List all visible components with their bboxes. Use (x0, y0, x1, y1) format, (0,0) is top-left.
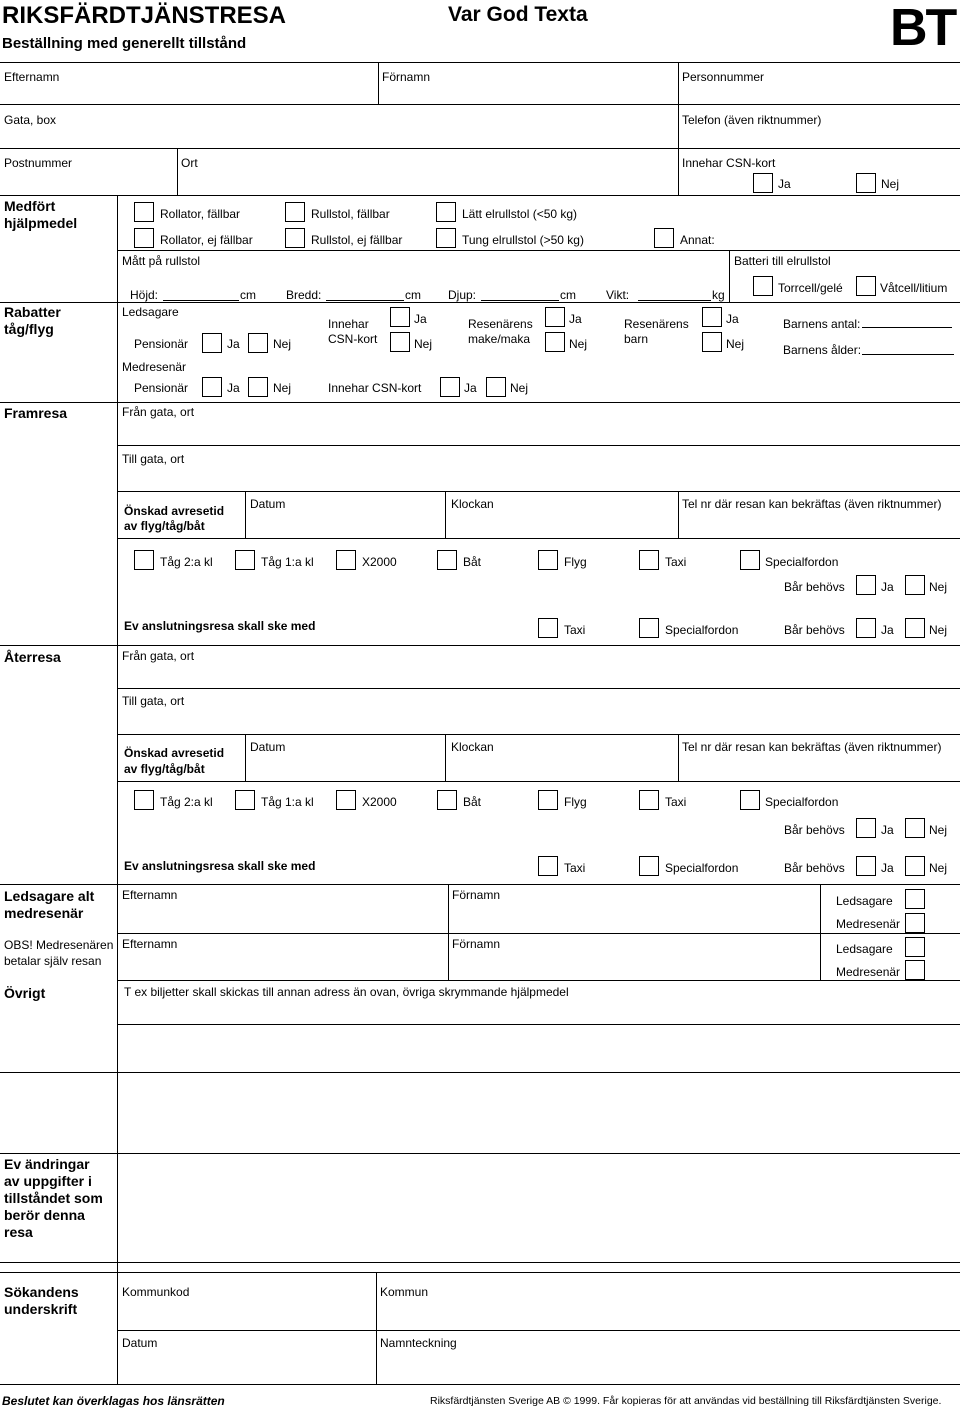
aterresa-telnr-label: Tel nr där resan kan bekräftas (även riktnummer) (682, 740, 942, 754)
section-signatur: Sökandens underskrift (4, 1284, 79, 1317)
framresa-specialfordon-checkbox[interactable] (740, 550, 760, 570)
ledsagare-csn-nej-checkbox[interactable] (390, 332, 410, 352)
aterresa-onskad-label-2: av flyg/tåg/båt (124, 762, 205, 776)
framresa-ansl-bar-ja-label: Ja (881, 623, 894, 637)
framresa-flyg-label: Flyg (564, 555, 587, 569)
framresa-fran-label: Från gata, ort (122, 405, 195, 419)
medresenar-label: Medresenär (122, 360, 187, 374)
rullstol-fallbar-checkbox[interactable] (285, 202, 305, 222)
vatcell-checkbox[interactable] (856, 276, 876, 296)
form-title: RIKSFÄRDTJÄNSTRESA (2, 2, 287, 29)
torrcell-label: Torrcell/gelé (778, 281, 843, 295)
framresa-ansl-bar-label: Bår behövs (784, 623, 845, 637)
ledsagare-csn-ja-checkbox[interactable] (390, 307, 410, 327)
ledsagare1-ledsagare-checkbox[interactable] (905, 889, 925, 909)
print-instruction: Var God Texta (448, 3, 588, 26)
obs-note: OBS! Medresenären betalar själv resan (4, 938, 114, 968)
ledsagare-csn-nej-label: Nej (414, 337, 433, 351)
framresa-bar-nej-checkbox[interactable] (905, 575, 925, 595)
kommunkod-label: Kommunkod (122, 1285, 190, 1299)
aterresa-anslutning-label: Ev anslutningsresa skall ske med (124, 859, 316, 873)
bt-logo: BT (890, 0, 956, 57)
ledsagare2-medresenar-label: Medresenär (836, 965, 901, 979)
ledsagare-csn-ja-label: Ja (414, 312, 427, 326)
aterresa-ansl-taxi-label: Taxi (564, 861, 586, 875)
make-nej-label: Nej (569, 337, 588, 351)
framresa-till-label: Till gata, ort (122, 452, 185, 466)
medresenar-csn-ja-label: Ja (464, 381, 477, 395)
medresenar-pensionar-nej-checkbox[interactable] (248, 377, 268, 397)
hojd-label: Höjd: (130, 288, 159, 302)
footer-copyright: Riksfärdtjänsten Sverige AB © 1999. Får kopieras för att användas vid beställning till Riksfärdtjänsten Sverige. (430, 1395, 942, 1407)
djup-unit: cm (560, 288, 576, 302)
aterresa-onskad-label-1: Önskad avresetid (124, 746, 225, 760)
aterresa-bar-label: Bår behövs (784, 823, 845, 837)
ledsagare1-medresenar-label: Medresenär (836, 917, 901, 931)
annat-label: Annat: (680, 233, 715, 247)
hojd-unit: cm (240, 288, 256, 302)
label-gata: Gata, box (4, 113, 57, 127)
aterresa-ansl-bar-ja-checkbox[interactable] (856, 856, 876, 876)
ledsagare2-fornamn-label: Förnamn (452, 937, 501, 951)
ledsagare-pensionar-nej-checkbox[interactable] (248, 333, 268, 353)
aterresa-x2000-checkbox[interactable] (336, 790, 356, 810)
rollator-fallbar-label: Rollator, fällbar (160, 207, 241, 221)
framresa-ansl-bar-nej-label: Nej (929, 623, 948, 637)
framresa-specialfordon-label: Specialfordon (765, 555, 839, 569)
aterresa-ansl-bar-label: Bår behövs (784, 861, 845, 875)
framresa-tag1-checkbox[interactable] (235, 550, 255, 570)
label-telefon: Telefon (även riktnummer) (682, 113, 822, 127)
bredd-unit: cm (405, 288, 421, 302)
csn-nej-checkbox[interactable] (856, 173, 876, 193)
make-maka-label: make/maka (468, 332, 531, 346)
framresa-x2000-checkbox[interactable] (336, 550, 356, 570)
make-ja-checkbox[interactable] (545, 307, 565, 327)
csn-kort-label: CSN-kort (328, 332, 378, 346)
framresa-bar-label: Bår behövs (784, 580, 845, 594)
barnens-alder-label: Barnens ålder: (783, 343, 862, 357)
ledsagare2-ledsagare-label: Ledsagare (836, 942, 893, 956)
aterresa-specialfordon-checkbox[interactable] (740, 790, 760, 810)
frame-top (0, 62, 960, 63)
latt-elrullstol-label: Lätt elrullstol (<50 kg) (462, 207, 578, 221)
aterresa-tag1-label: Tåg 1:a kl (261, 795, 314, 809)
framresa-tag2-checkbox[interactable] (134, 550, 154, 570)
framresa-flyg-checkbox[interactable] (538, 550, 558, 570)
ledsagare1-ledsagare-label: Ledsagare (836, 894, 893, 908)
vatcell-label: Våtcell/litium (880, 281, 948, 295)
make-ja-label: Ja (569, 312, 582, 326)
barnens-antal-field[interactable] (862, 327, 952, 328)
framresa-anslutning-label: Ev anslutningsresa skall ske med (124, 619, 316, 633)
hojd-field[interactable] (163, 300, 239, 301)
label-personnummer: Personnummer (682, 70, 765, 84)
section-ovrigt: Övrigt (4, 985, 46, 1001)
csn-ja-checkbox[interactable] (753, 173, 773, 193)
vikt-unit: kg (712, 288, 725, 302)
aterresa-taxi-label: Taxi (665, 795, 687, 809)
barn-ja-checkbox[interactable] (702, 307, 722, 327)
medresenar-csn-nej-checkbox[interactable] (486, 377, 506, 397)
medresenar-csn-nej-label: Nej (510, 381, 529, 395)
djup-field[interactable] (481, 300, 559, 301)
aterresa-klockan-label: Klockan (451, 740, 494, 754)
medresenar-pensionar-ja-checkbox[interactable] (202, 377, 222, 397)
aterresa-datum-label: Datum (250, 740, 286, 754)
framresa-taxi-checkbox[interactable] (639, 550, 659, 570)
framresa-ansl-bar-nej-checkbox[interactable] (905, 618, 925, 638)
aterresa-bat-checkbox[interactable] (437, 790, 457, 810)
aterresa-specialfordon-label: Specialfordon (765, 795, 839, 809)
ovrigt-hint: T ex biljetter skall skickas till annan adress än ovan, övriga skrymmande hjälpmedel (124, 985, 569, 999)
aterresa-bar-nej-label: Nej (929, 823, 948, 837)
tung-elrullstol-label: Tung elrullstol (>50 kg) (462, 233, 584, 247)
aterresa-ansl-taxi-checkbox[interactable] (538, 856, 558, 876)
aterresa-fran-label: Från gata, ort (122, 649, 195, 663)
rullstol-fallbar-label: Rullstol, fällbar (311, 207, 390, 221)
medresenar-csn-label: Innehar CSN-kort (328, 381, 422, 395)
framresa-klockan-label: Klockan (451, 497, 494, 511)
aterresa-tag2-label: Tåg 2:a kl (160, 795, 213, 809)
framresa-taxi-label: Taxi (665, 555, 687, 569)
annat-checkbox[interactable] (654, 228, 674, 248)
rullstol-ej-checkbox[interactable] (285, 228, 305, 248)
framresa-bar-ja-label: Ja (881, 580, 894, 594)
vikt-field[interactable] (638, 300, 711, 301)
framresa-datum-label: Datum (250, 497, 286, 511)
aterresa-flyg-checkbox[interactable] (538, 790, 558, 810)
ledsagare1-medresenar-checkbox[interactable] (905, 913, 925, 933)
ledsagare-pensionar-label: Pensionär (134, 337, 189, 351)
framresa-tag2-label: Tåg 2:a kl (160, 555, 213, 569)
footer-appeal: Beslutet kan överklagas hos länsrätten (2, 1394, 225, 1408)
aterresa-taxi-checkbox[interactable] (639, 790, 659, 810)
framresa-ansl-taxi-checkbox[interactable] (538, 618, 558, 638)
framresa-ansl-special-label: Specialfordon (665, 623, 739, 637)
section-hjalpmedel: Medfört hjälpmedel (4, 198, 78, 231)
label-efternamn: Efternamn (4, 70, 60, 84)
aterresa-tag2-checkbox[interactable] (134, 790, 154, 810)
aterresa-x2000-label: X2000 (362, 795, 397, 809)
aterresa-bar-ja-checkbox[interactable] (856, 818, 876, 838)
section-andringar: Ev ändringar av uppgifter i tillståndet som berör denna resa (4, 1156, 103, 1240)
barn-label: barn (624, 332, 649, 346)
ledsagare-pensionar-nej-label: Nej (273, 337, 292, 351)
aterresa-till-label: Till gata, ort (122, 694, 185, 708)
barn-resenarens-label: Resenärens (624, 317, 689, 331)
label-fornamn: Förnamn (382, 70, 431, 84)
aterresa-ansl-special-checkbox[interactable] (639, 856, 659, 876)
ledsagare2-ledsagare-checkbox[interactable] (905, 937, 925, 957)
bredd-field[interactable] (326, 300, 404, 301)
framresa-bat-label: Båt (463, 555, 482, 569)
aterresa-ansl-bar-ja-label: Ja (881, 861, 894, 875)
aterresa-ansl-special-label: Specialfordon (665, 861, 739, 875)
framresa-tag1-label: Tåg 1:a kl (261, 555, 314, 569)
aterresa-ansl-bar-nej-label: Nej (929, 861, 948, 875)
barnens-alder-field[interactable] (862, 354, 954, 355)
ledsagare1-efternamn-label: Efternamn (122, 888, 178, 902)
framresa-ansl-taxi-label: Taxi (564, 623, 586, 637)
ledsagare-label: Ledsagare (122, 305, 179, 319)
make-nej-checkbox[interactable] (545, 332, 565, 352)
barn-nej-label: Nej (726, 337, 745, 351)
section-rabatter: Rabatter tåg/flyg (4, 304, 61, 337)
framresa-onskad-label-1: Önskad avresetid (124, 504, 225, 518)
medresenar-pensionar-nej-label: Nej (273, 381, 292, 395)
label-ort: Ort (181, 156, 198, 170)
section-ledsagare: Ledsagare alt medresenär (4, 888, 95, 921)
ledsagare2-medresenar-checkbox[interactable] (905, 960, 925, 980)
csn-nej-label: Nej (881, 177, 900, 191)
ledsagare2-efternamn-label: Efternamn (122, 937, 178, 951)
ledsagare-pensionar-ja-checkbox[interactable] (202, 333, 222, 353)
aterresa-ansl-bar-nej-checkbox[interactable] (905, 856, 925, 876)
framresa-telnr-label: Tel nr där resan kan bekräftas (även riktnummer) (682, 497, 942, 511)
aterresa-flyg-label: Flyg (564, 795, 587, 809)
rollator-ej-checkbox[interactable] (134, 228, 154, 248)
batteri-label: Batteri till elrullstol (734, 254, 831, 268)
ledsagare1-fornamn-label: Förnamn (452, 888, 501, 902)
kommun-label: Kommun (380, 1285, 429, 1299)
label-postnummer: Postnummer (4, 156, 73, 170)
medresenar-pensionar-ja-label: Ja (227, 381, 240, 395)
framresa-onskad-label-2: av flyg/tåg/båt (124, 519, 205, 533)
rollator-ej-label: Rollator, ej fällbar (160, 233, 253, 247)
aterresa-bar-nej-checkbox[interactable] (905, 818, 925, 838)
aterresa-tag1-checkbox[interactable] (235, 790, 255, 810)
framresa-x2000-label: X2000 (362, 555, 397, 569)
matt-label: Mått på rullstol (122, 254, 201, 268)
barn-ja-label: Ja (726, 312, 739, 326)
barn-nej-checkbox[interactable] (702, 332, 722, 352)
signatur-datum-label: Datum (122, 1336, 158, 1350)
latt-elrullstol-checkbox[interactable] (436, 202, 456, 222)
medresenar-csn-ja-checkbox[interactable] (440, 377, 460, 397)
innehar-label: Innehar (328, 317, 369, 331)
section-framresa: Framresa (4, 405, 68, 421)
tung-elrullstol-checkbox[interactable] (436, 228, 456, 248)
framresa-bat-checkbox[interactable] (437, 550, 457, 570)
ledsagare-pensionar-ja-label: Ja (227, 337, 240, 351)
framresa-ansl-special-checkbox[interactable] (639, 618, 659, 638)
rollator-fallbar-checkbox[interactable] (134, 202, 154, 222)
make-resenarens-label: Resenärens (468, 317, 533, 331)
namnteckning-label: Namnteckning (380, 1336, 457, 1350)
framresa-ansl-bar-ja-checkbox[interactable] (856, 618, 876, 638)
rullstol-ej-label: Rullstol, ej fällbar (311, 233, 403, 247)
torrcell-checkbox[interactable] (753, 276, 773, 296)
barnens-antal-label: Barnens antal: (783, 317, 861, 331)
framresa-bar-nej-label: Nej (929, 580, 948, 594)
csn-ja-label: Ja (778, 177, 791, 191)
section-aterresa: Återresa (4, 649, 61, 665)
bredd-label: Bredd: (286, 288, 322, 302)
vikt-label: Vikt: (606, 288, 630, 302)
form-subtitle: Beställning med generellt tillstånd (2, 35, 247, 52)
label-csn: Innehar CSN-kort (682, 156, 776, 170)
framresa-bar-ja-checkbox[interactable] (856, 575, 876, 595)
aterresa-bar-ja-label: Ja (881, 823, 894, 837)
medresenar-pensionar-label: Pensionär (134, 381, 189, 395)
djup-label: Djup: (448, 288, 477, 302)
aterresa-bat-label: Båt (463, 795, 482, 809)
